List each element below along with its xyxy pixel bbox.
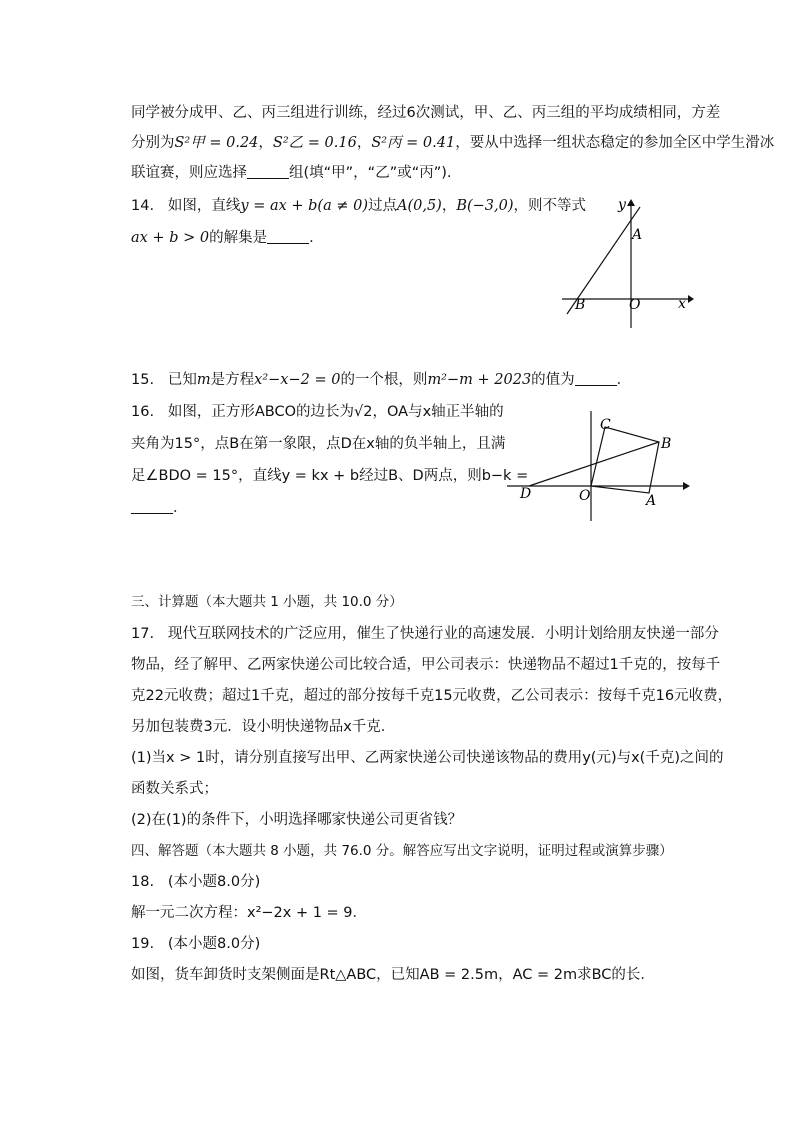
fig14-label-o: O: [629, 297, 641, 313]
q17-text-1: 现代互联网技术的广泛应用，催生了快递行业的高速发展．小明计划给朋友快递一部分: [167, 626, 719, 642]
q15-text-d: 的值为: [531, 372, 575, 388]
q14-inequality: ax + b > 0: [131, 230, 210, 246]
q16-figure: [505, 405, 695, 523]
q14-figure: [558, 196, 694, 332]
fig16-label-d: D: [520, 486, 532, 502]
intro-line2-b: ，要从中选择一组状态稳定的参加全区中学生滑冰: [455, 135, 775, 151]
intro-line-2: 分别为S²甲 = 0.24，S²乙 = 0.16，S²丙 = 0.41，要从中选择一组状态稳定的参加全区中学生滑冰: [131, 135, 775, 151]
fig16-label-c: C: [600, 417, 611, 433]
q18-number: 18.: [131, 874, 155, 890]
q14-text-c: ，则不等式: [513, 198, 587, 214]
intro-line3-b: 组(填“甲”，“乙”或“丙”).: [289, 165, 452, 181]
fig14-label-a: A: [632, 227, 643, 243]
q17-line-1: [131, 624, 719, 644]
q16-line-2: 夹角为15°，点B在第一象限，点D在x轴的负半轴上，且满: [131, 436, 506, 452]
intro-line-1: 同学被分成甲、乙、丙三组进行训练，经过6次测试，甲、乙、丙三组的平均成绩相同，方差: [131, 105, 721, 121]
q17-sub1-line-1: (1)当x > 1时，请分别直接写出甲、乙两家快递公司快递该物品的费用y(元)与x(千克)之间的: [131, 750, 724, 766]
answer-blank[interactable]: [247, 164, 289, 179]
line-bd: [529, 442, 659, 486]
q16-line-1: [131, 402, 504, 422]
x-axis-arrow-icon: [683, 482, 690, 490]
q15-text-c: 的一个根，则: [340, 372, 428, 388]
fig16-label-a: A: [646, 493, 657, 509]
q15-expression: m²−m + 2023: [427, 372, 532, 388]
intro-line2-a: 分别为: [131, 135, 175, 151]
square-abco: [591, 427, 659, 493]
q16-number: 16.: [131, 404, 155, 420]
x-axis-arrow-icon: [688, 295, 694, 303]
q15-number: 15.: [131, 372, 155, 388]
q18-score: (本小题8.0分): [167, 874, 261, 890]
variance-bing: S²丙 = 0.41: [371, 135, 456, 151]
q17-line-4: 另加包装费3元．设小明快递物品x千克．: [131, 719, 396, 735]
intro-line3-a: 联谊赛，则应选择: [131, 165, 247, 181]
y-axis-arrow-icon: [627, 199, 635, 206]
q17-line-3: 克22元收费；超过1千克，超过的部分按每千克15元收费，乙公司表示：按每千克16元收费，: [131, 688, 733, 704]
q14-point-a: A(0,5): [396, 198, 442, 214]
q19-number: 19.: [131, 936, 155, 952]
q16-text-1: 如图，正方形ABCO的边长为√2，OA与x轴正半轴的: [167, 404, 504, 420]
q14-text-a: 如图，直线: [167, 198, 241, 214]
fig16-label-b: B: [661, 436, 672, 452]
q19-score: (本小题8.0分): [167, 936, 261, 952]
fig14-label-b: B: [575, 297, 586, 313]
q14-point-b: B(−3,0): [456, 198, 514, 214]
q19-text: 如图，货车卸货时支架侧面是Rt△ABC，已知AB = 2.5m，AC = 2m求BC的长．: [131, 967, 655, 983]
answer-blank[interactable]: [131, 499, 173, 514]
section-4-title: 四、解答题（本大题共 8 小题，共 76.0 分。解答应写出文字说明，证明过程或演算步骤）: [131, 843, 673, 859]
variance-yi: S²乙 = 0.16: [272, 135, 357, 151]
q14-equation: y = ax + b(a ≠ 0): [240, 198, 368, 214]
variance-jia: S²甲 = 0.24: [174, 135, 259, 151]
q14-line-1: 14. 如图，直线y = ax + b(a ≠ 0)过点A(0,5)，B(−3,0)，则不等式: [131, 198, 587, 214]
q17-sub1-line-2: 函数关系式；: [131, 781, 218, 797]
q17-line-2: 物品，经了解甲、乙两家快递公司比较合适，甲公司表示：快递物品不超过1千克的，按每千: [131, 657, 721, 673]
answer-blank[interactable]: [575, 371, 617, 386]
fig14-label-x: x: [678, 296, 686, 312]
intro-line-3: [131, 163, 452, 183]
q17-sub2: (2)在(1)的条件下，小明选择哪家快递公司更省钱？: [131, 812, 463, 828]
q18-header: [131, 872, 260, 892]
q19-header: [131, 934, 260, 954]
answer-blank[interactable]: [267, 229, 309, 244]
q16-line-3: 足∠BDO = 15°，直线y = kx + b经过B、D两点，则b−k =: [131, 468, 529, 484]
q15-equation: x²−x−2 = 0: [254, 372, 341, 388]
q14-line-2: ax + b > 0的解集是 ．: [131, 230, 324, 246]
q17-number: 17.: [131, 626, 155, 642]
q18-text: 解一元二次方程：x²−2x + 1 = 9．: [131, 905, 368, 921]
q15-line: 15. 已知m是方程x²−x−2 = 0的一个根，则m²−m + 2023的值为 ．: [131, 372, 632, 388]
q14-number: 14.: [131, 198, 155, 214]
q14-text-b: 过点: [367, 198, 397, 214]
q16-line-4: ．: [131, 498, 188, 518]
q15-m: m: [196, 372, 211, 388]
q15-text-a: 已知: [167, 372, 197, 388]
q14-text-d: 的解集是: [209, 230, 268, 246]
fig16-label-o: O: [579, 488, 591, 504]
fig14-label-y: y: [618, 197, 626, 213]
q15-text-b: 是方程: [210, 372, 255, 388]
section-3-title: 三、计算题（本大题共 1 小题，共 10.0 分）: [131, 594, 403, 610]
